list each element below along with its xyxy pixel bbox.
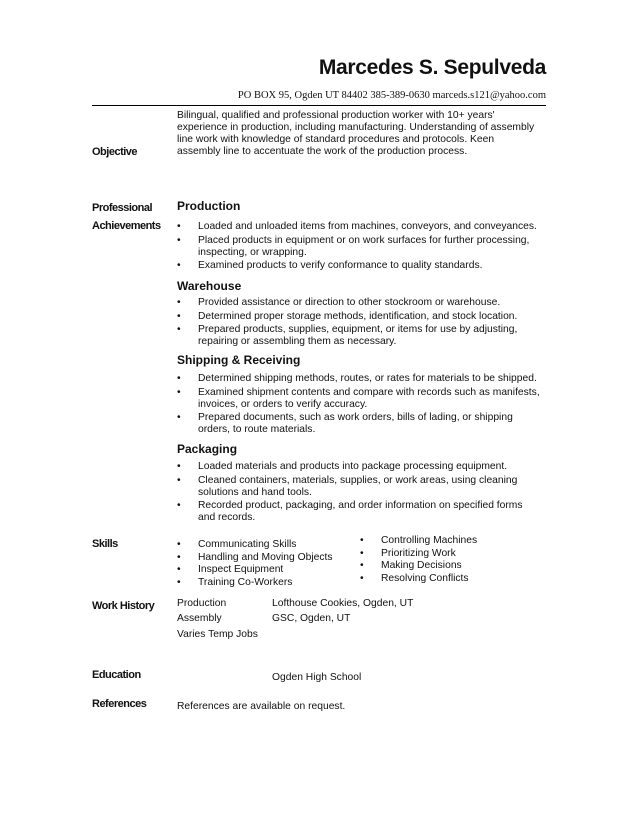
list-item: • Cleaned containers, materials, supplies, or work areas, using cleaning solutions and hand tools. [177,474,518,498]
header-divider [92,105,546,106]
section-title-packaging: Packaging [177,442,238,456]
skills-list-right [360,535,477,585]
work-role: Assembly [177,613,222,624]
bullet-icon: • [360,560,364,571]
bullet-icon: • [177,500,181,511]
objective-line: assembly line to accentuate the work of the production process. [177,146,468,157]
candidate-name: Marcedes S. Sepulveda [318,56,546,79]
list-item: • Determined proper storage methods, identification, and stock location. [177,310,518,322]
bullet-icon: • [177,564,181,575]
list-item: • Controlling Machines [360,535,478,546]
bullet-icon: • [360,547,364,559]
bullet-icon: • [360,572,364,584]
list-item: • Examined products to verify conformance to quality standards. [177,260,483,271]
list-item: • Handling and Moving Objects [177,551,333,563]
objective-label: Objective [92,146,138,158]
bullet-icon: • [177,386,181,398]
list-item: • Training Co-Workers [177,576,293,588]
work-place: GSC, Ogden, UT [272,613,351,624]
achievements-label: Achievements [92,220,161,232]
education-school: Ogden High School [272,672,362,683]
section-title-warehouse: Warehouse [177,279,242,293]
section-title-production: Production [177,199,241,213]
bullet-icon: • [177,260,181,271]
list-item: • Prioritizing Work [360,547,456,559]
work-history-label: Work History [92,600,155,612]
objective-line: Bilingual, qualified and professional production worker with 10+ years' [177,110,495,121]
list-item: • Loaded and unloaded items from machines, conveyors, and conveyances. [177,221,537,232]
professional-label: Professional [92,202,153,214]
work-place: Lofthouse Cookies, Ogden, UT [272,598,414,609]
references-text: References are available on request. [177,701,346,712]
bullet-icon: • [177,576,181,588]
bullet-icon: • [177,234,181,246]
packaging-list [177,461,547,526]
bullet-icon: • [177,474,181,486]
list-item: • Prepared documents, such as work orders, bills of lading, or shipping orders, to route materials. [177,412,513,435]
list-item: • Placed products in equipment or on work surfaces for further processing, inspecting, or wrapping. [177,234,530,258]
contact-info: PO BOX 95, Ogden UT 84402 385-389-0630 marceds.s121@yahoo.com [237,90,546,101]
objective-line: line work with knowledge of standard procedures and protocols. Keen [177,134,495,145]
education-label: Education [92,669,141,681]
list-item: • Prepared products, supplies, equipment, or items for use by adjusting, repairing or assembling them as necessary. [177,324,518,347]
bullet-icon: • [177,412,181,423]
bullet-icon: • [360,535,364,546]
bullet-icon: • [177,221,181,232]
skills-list-left [177,539,333,589]
production-list [177,221,547,274]
bullet-icon: • [177,310,181,322]
objective-text [177,110,547,158]
list-item: • Resolving Conflicts [360,572,469,584]
list-item: • Loaded materials and products into package processing equipment. [177,461,508,472]
list-item: • Inspect Equipment [177,564,284,575]
warehouse-list [177,297,547,350]
bullet-icon: • [177,373,181,384]
list-item: • Determined shipping methods, routes, or rates for materials to be shipped. [177,373,537,384]
list-item: • Examined shipment contents and compare with records such as manifests, invoices, or orders to verify accuracy. [177,386,540,410]
shipping-list [177,373,547,438]
bullet-icon: • [177,297,181,308]
references-label: References [92,698,147,710]
section-title-shipping: Shipping & Receiving [177,353,301,367]
work-role: Varies Temp Jobs [177,629,258,640]
objective-line: experience in production, including manufacturing. Understanding of assembly [177,122,535,133]
list-item: • Communicating Skills [177,539,297,550]
list-item: • Recorded product, packaging, and order information on specified forms and records. [177,500,523,523]
bullet-icon: • [177,551,181,563]
bullet-icon: • [177,539,181,550]
list-item: • Making Decisions [360,560,462,571]
bullet-icon: • [177,461,181,472]
skills-label: Skills [92,538,118,550]
bullet-icon: • [177,324,181,335]
work-role: Production [177,598,227,609]
list-item: • Provided assistance or direction to other stockroom or warehouse. [177,297,501,308]
